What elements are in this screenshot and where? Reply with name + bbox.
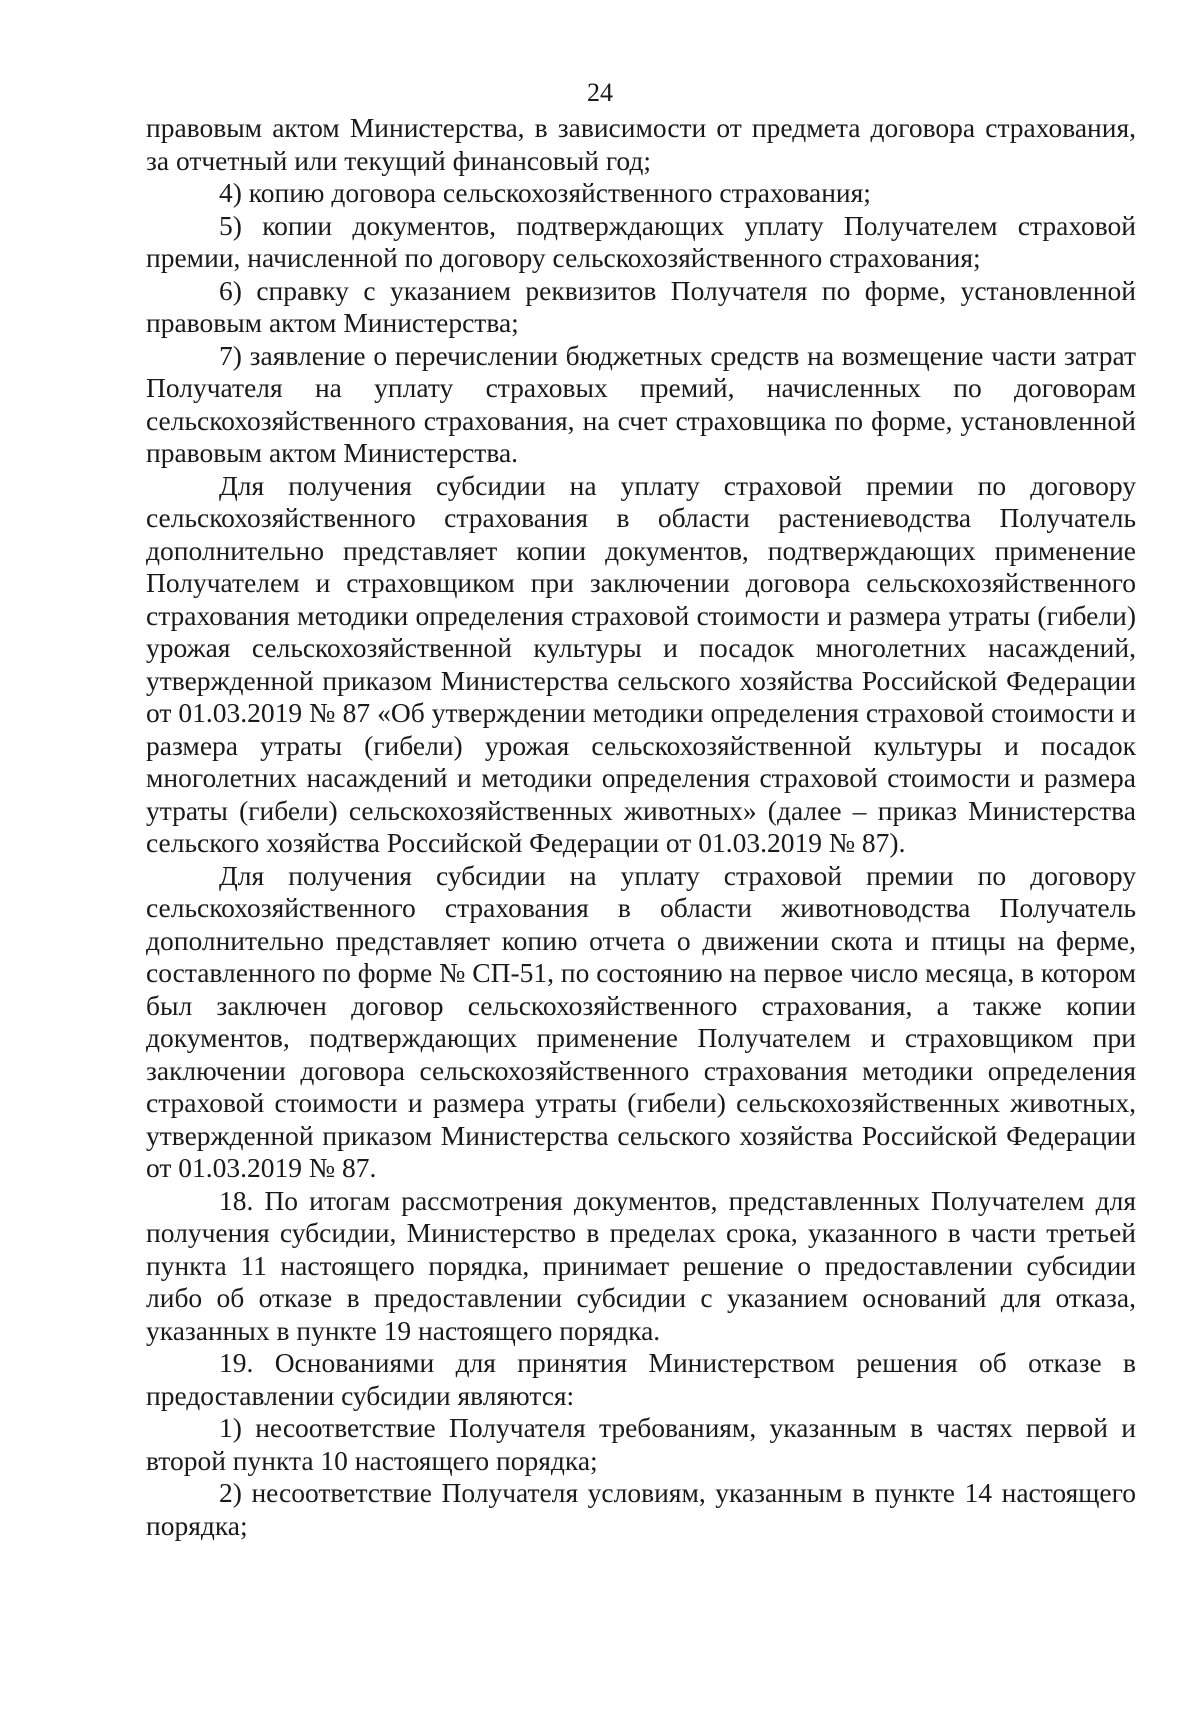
list-item-5: 5) копии документов, подтверждающих уплату Получателем страховой премии, начисленной по договору сельскохозяйственного страхования;: [146, 209, 1136, 273]
list-item-4: 4) копию договора сельскохозяйственного страхования;: [219, 177, 871, 208]
document-body: [146, 112, 1136, 1542]
clause-19-item-2: 2) несоответствие Получателя условиям, указанным в пункте 14 настоящего порядка;: [146, 1477, 1136, 1541]
clause-19: 19. Основаниями для принятия Министерством решения об отказе в предоставлении субсидии являются:: [146, 1347, 1136, 1411]
paragraph-crop-insurance: Для получения субсидии на уплату страховой премии по договору сельскохозяйственного страхования в области растениеводства Получатель дополнительно представляет копии документов, подтверждающих применение Получателем и страховщиком при заключении договора сельскохозяйственного страхования методики определения страховой стоимости и размера утраты (гибели) урожая сельскохозяйственной культуры и посадок многолетних насаждений, утвержденной приказом Министерства сельского хозяйства Российской Федерации от 01.03.2019 № 87 «Об утверждении методики определения страховой стоимости и размера утраты (гибели) урожая сельскохозяйственной культуры и посадок многолетних насаждений и методики определения страховой стоимости и размера утраты (гибели) сельскохозяйственных животных» (далее – приказ Министерства сельского хозяйства Российской Федерации от 01.03.2019 № 87).: [146, 469, 1136, 858]
clause-19-item-1: 1) несоответствие Получателя требованиям, указанным в частях первой и второй пункта 10 настоящего порядка;: [146, 1412, 1136, 1476]
paragraph-continuation: правовым актом Министерства, в зависимости от предмета договора страхования, за отчетный или текущий финансовый год;: [146, 112, 1136, 176]
list-item-6: 6) справку с указанием реквизитов Получателя по форме, установленной правовым актом Министерства;: [146, 274, 1136, 338]
paragraph-livestock-insurance: Для получения субсидии на уплату страховой премии по договору сельскохозяйственного страхования в области животноводства Получатель дополнительно представляет копию отчета о движении скота и птицы на ферме, составленного по форме № СП-51, по состоянию на первое число месяца, в котором был заключен договор сельскохозяйственного страхования, а также копии документов, подтверждающих применение Получателем и страховщиком при заключении договора сельскохозяйственного страхования методики определения страховой стоимости и размера утраты (гибели) сельскохозяйственных животных, утвержденной приказом Министерства сельского хозяйства Российской Федерации от 01.03.2019 № 87.: [146, 859, 1136, 1183]
list-item-7: 7) заявление о перечислении бюджетных средств на возмещение части затрат Получателя на уплату страховых премий, начисленных по договорам сельскохозяйственного страхования, на счет страховщика по форме, установленной правовым актом Министерства.: [146, 339, 1136, 468]
page-number: 24: [587, 78, 613, 107]
clause-18: 18. По итогам рассмотрения документов, представленных Получателем для получения субсидии, Министерство в пределах срока, указанного в части третьей пункта 11 настоящего порядка, принимает решение о предоставлении субсидии либо об отказе в предоставлении субсидии с указанием оснований для отказа, указанных в пункте 19 настоящего порядка.: [146, 1184, 1136, 1346]
